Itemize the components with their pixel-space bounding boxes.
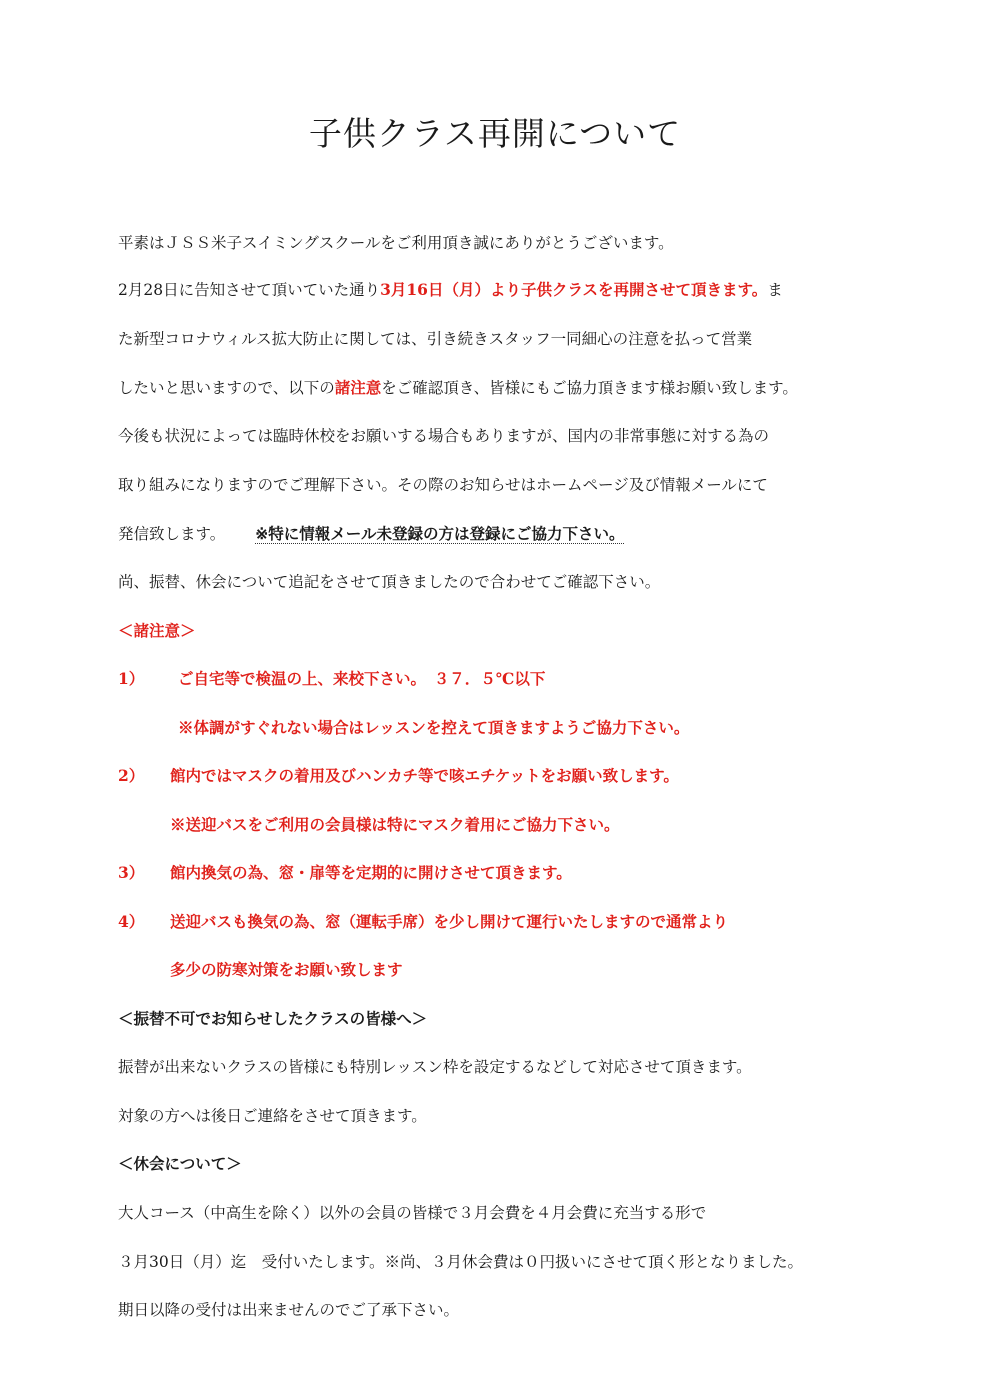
intro-line-4 (118, 426, 769, 446)
mail-registration-note: ※特に情報メール未登録の方は登録にご協力下さい。 (255, 524, 625, 543)
note-item-2-sub: ※送迎バスをご利用の会員様は特にマスク着用にご協力下さい。 (170, 815, 620, 834)
note-item-4 (118, 912, 728, 932)
intro-text: 尚、振替、休会について追記をさせて頂きましたので合わせてご確認下さい。 (118, 573, 661, 591)
note-number: 3） (118, 863, 145, 882)
note-text: ご自宅等で検温の上、来校下さい。 ３７．５℃以下 (178, 669, 546, 688)
transfer-heading: ＜振替不可でお知らせしたクラスの皆様へ＞ (118, 1009, 428, 1028)
page-title: 子供クラス再開について (308, 114, 682, 153)
notes-highlight: 諸注意 (334, 378, 382, 397)
intro-line-6 (118, 524, 624, 544)
transfer-line-2: 対象の方へは後日ご連絡をさせて頂きます。 (118, 1107, 427, 1125)
intro-text: 発信致します。 (118, 525, 226, 543)
intro-text: た新型コロナウィルス拡大防止に関しては、引き続きスタッフ一同細心の注意を払って営業 (118, 330, 753, 348)
note-text: 送迎バスも換気の為、窓（運転手席）を少し開けて運行いたしますので通常より (170, 912, 729, 931)
suspension-line-2: ３月30日（月）迄 受付いたします。※尚、３月休会費は０円扱いにさせて頂く形となりました。 (118, 1253, 803, 1271)
resume-date-highlight: 3月16日（月）より子供クラスを再開させて頂きます。 (380, 280, 768, 299)
intro-line-2 (118, 329, 752, 349)
suspension-line-3: 期日以降の受付は出来ませんのでご了承下さい。 (118, 1301, 460, 1319)
note-number: 4） (118, 912, 145, 931)
note-item-1-sub: ※体調がすぐれない場合はレッスンを控えて頂きますようご協力下さい。 (178, 718, 690, 737)
intro-line-1 (118, 280, 783, 300)
note-text: 館内換気の為、窓・扉等を定期的に開けさせて頂きます。 (170, 863, 572, 882)
transfer-line-1: 振替が出来ないクラスの皆様にも特別レッスン枠を設定するなどして対応させて頂きます。 (118, 1058, 752, 1076)
intro-text: したいと思いますので、以下の (118, 379, 335, 397)
suspension-line-1: 大人コース（中高生を除く）以外の会員の皆様で３月会費を４月会費に充当する形で (118, 1204, 707, 1222)
notes-heading: ＜諸注意＞ (118, 621, 196, 640)
note-item-2 (118, 766, 679, 786)
intro-text: 取り組みになりますのでご理解下さい。その際のお知らせはホームページ及び情報メールにて (118, 476, 768, 494)
intro-text: をご確認頂き、皆様にもご協力頂きます様お願い致します。 (381, 379, 798, 397)
greeting-line (118, 233, 674, 253)
suspension-heading: ＜休会について＞ (118, 1154, 242, 1173)
intro-line-7 (118, 572, 660, 592)
intro-line-3 (118, 378, 798, 398)
intro-text: 今後も状況によっては臨時休校をお願いする場合もありますが、国内の非常事態に対する為の (118, 427, 770, 445)
intro-line-5 (118, 475, 768, 495)
note-number: 2） (118, 766, 145, 785)
greeting-text: 平素はＪＳＳ米子スイミングスクールをご利用頂き誠にありがとうございます。 (118, 234, 674, 252)
note-number: 1） (118, 669, 145, 688)
note-item-1 (118, 669, 545, 689)
note-text: 館内ではマスクの着用及びハンカチ等で咳エチケットをお願い致します。 (170, 766, 679, 785)
note-item-4-sub: 多少の防寒対策をお願い致します (170, 960, 403, 979)
intro-text: ま (767, 281, 783, 299)
note-item-3 (118, 863, 572, 883)
intro-text: 2月28日に告知させて頂いていた通り (118, 281, 381, 299)
